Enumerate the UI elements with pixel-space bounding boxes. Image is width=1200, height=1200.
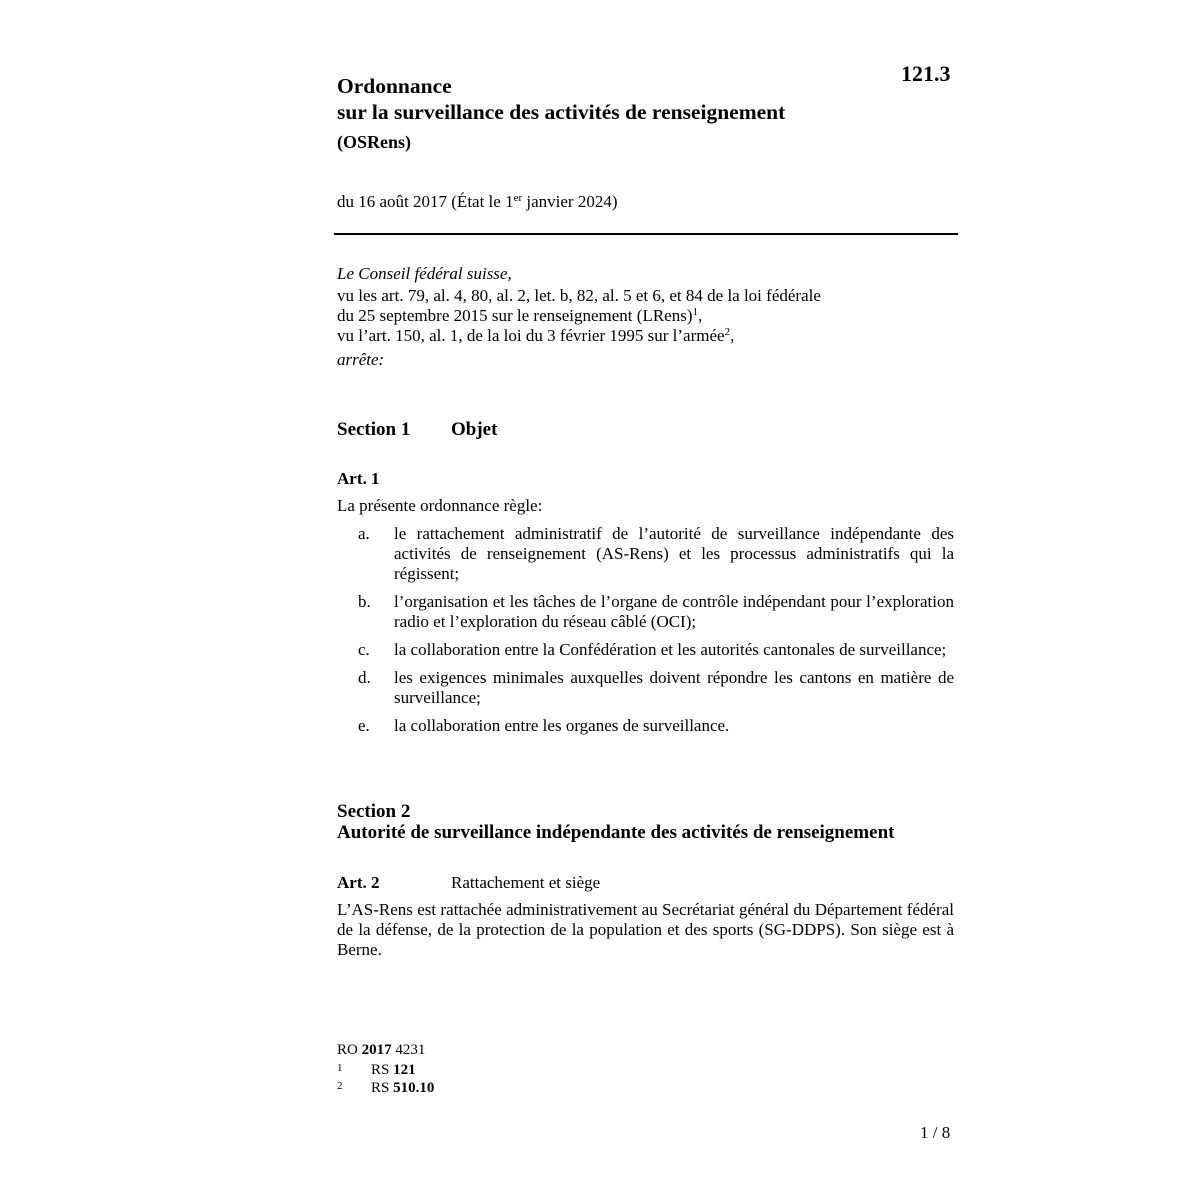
footnote-text xyxy=(371,1079,434,1097)
footnote-link[interactable]: 510.10 xyxy=(393,1080,435,1096)
article-2-text: L’AS-Rens est rattachée administrativement au Secrétariat général du Département fédéral de la défense, de la protection de la population et des sports (SG-DDPS). Son siège est à Berne. xyxy=(337,900,954,959)
list-item-text: le rattachement administratif de l’autorité de surveillance indépendante des activités de renseignement (AS-Rens) et les processus administratifs qui la régissent; xyxy=(394,524,954,583)
preamble-line-1: vu les art. 79, al. 4, 80, al. 2, let. b, 82, al. 5 et 6, et 84 de la loi fédérale xyxy=(337,286,821,305)
article-1-heading: Art. 1 xyxy=(337,469,380,488)
list-item-text: la collaboration entre les organes de surveillance. xyxy=(394,716,730,735)
list-item-marker: d. xyxy=(358,668,371,687)
preamble-line-2-text: du 25 septembre 2015 sur le renseignement (LRens) xyxy=(337,306,693,325)
date-prefix: du 16 août 2017 (État le 1 xyxy=(337,192,514,211)
document-title xyxy=(337,73,897,154)
footnote-ref-2[interactable]: 2 xyxy=(724,326,731,338)
title-abbreviation: (OSRens) xyxy=(337,132,412,152)
footnote-prefix: RS xyxy=(371,1062,394,1078)
page-content xyxy=(337,0,958,1200)
list-item xyxy=(337,640,954,660)
footnote-number: 1 xyxy=(337,1062,343,1074)
list-item xyxy=(337,592,954,632)
article-2-number: Art. 2 xyxy=(337,873,380,892)
list-item xyxy=(337,524,954,584)
section-1-title: Objet xyxy=(451,419,498,440)
article-1-list xyxy=(337,524,954,744)
footnote-number: 2 xyxy=(337,1080,343,1092)
footnote-2 xyxy=(337,1079,434,1097)
section-1-heading xyxy=(337,418,497,442)
footnote-ref-1[interactable]: 1 xyxy=(692,306,698,318)
preamble-decree: arrête: xyxy=(337,350,385,369)
date-suffix: janvier 2024) xyxy=(522,192,618,211)
list-item-marker: a. xyxy=(358,524,370,543)
list-item xyxy=(337,716,954,736)
list-item-marker: c. xyxy=(358,640,370,659)
preamble xyxy=(337,262,955,372)
list-item-marker: b. xyxy=(358,592,371,611)
ro-prefix: RO xyxy=(337,1042,362,1058)
footnote-1 xyxy=(337,1061,434,1079)
preamble-authority: Le Conseil fédéral suisse, xyxy=(337,264,512,283)
footnotes xyxy=(337,1041,434,1097)
page-number: 1 / 8 xyxy=(920,1123,951,1142)
list-item-text: la collaboration entre la Confédération et les autorités cantonales de surveillance; xyxy=(394,640,947,659)
footnote-prefix: RS xyxy=(371,1080,394,1096)
footnote-link[interactable]: 121 xyxy=(393,1062,416,1078)
preamble-line-3-text: vu l’art. 150, al. 1, de la loi du 3 février 1995 sur l’armée xyxy=(337,326,725,345)
list-item xyxy=(337,668,954,708)
preamble-line-3-end: , xyxy=(730,326,735,345)
date-line xyxy=(337,190,617,214)
document-number: 121.3 xyxy=(901,61,951,86)
official-compilation-ref xyxy=(337,1041,434,1059)
title-line-1: Ordonnance xyxy=(337,74,452,98)
section-2-number: Section 2 xyxy=(337,801,411,822)
footnote-text xyxy=(371,1061,416,1079)
preamble-line-3 xyxy=(337,326,955,346)
article-2-title: Rattachement et siège xyxy=(451,873,601,892)
section-2-title: Autorité de surveillance indépendante des activités de renseignement xyxy=(337,822,895,843)
preamble-line-2-end: , xyxy=(698,306,703,325)
section-2-heading xyxy=(337,801,894,843)
header-rule xyxy=(334,233,958,235)
list-item-text: l’organisation et les tâches de l’organe de contrôle indépendant pour l’exploration radio et l’exploration du réseau câblé (OCI); xyxy=(394,592,954,631)
list-item-text: les exigences minimales auxquelles doivent répondre les cantons en matière de surveillance; xyxy=(394,668,954,707)
article-2-heading xyxy=(337,871,600,895)
section-1-number: Section 1 xyxy=(337,419,411,440)
title-line-2: sur la surveillance des activités de renseignement xyxy=(337,100,786,124)
preamble-line-2 xyxy=(337,306,955,326)
list-item-marker: e. xyxy=(358,716,370,735)
ro-page: 4231 xyxy=(391,1042,426,1058)
date-superscript: er xyxy=(513,192,523,204)
ro-year: 2017 xyxy=(361,1042,392,1058)
article-1-intro: La présente ordonnance règle: xyxy=(337,496,543,515)
